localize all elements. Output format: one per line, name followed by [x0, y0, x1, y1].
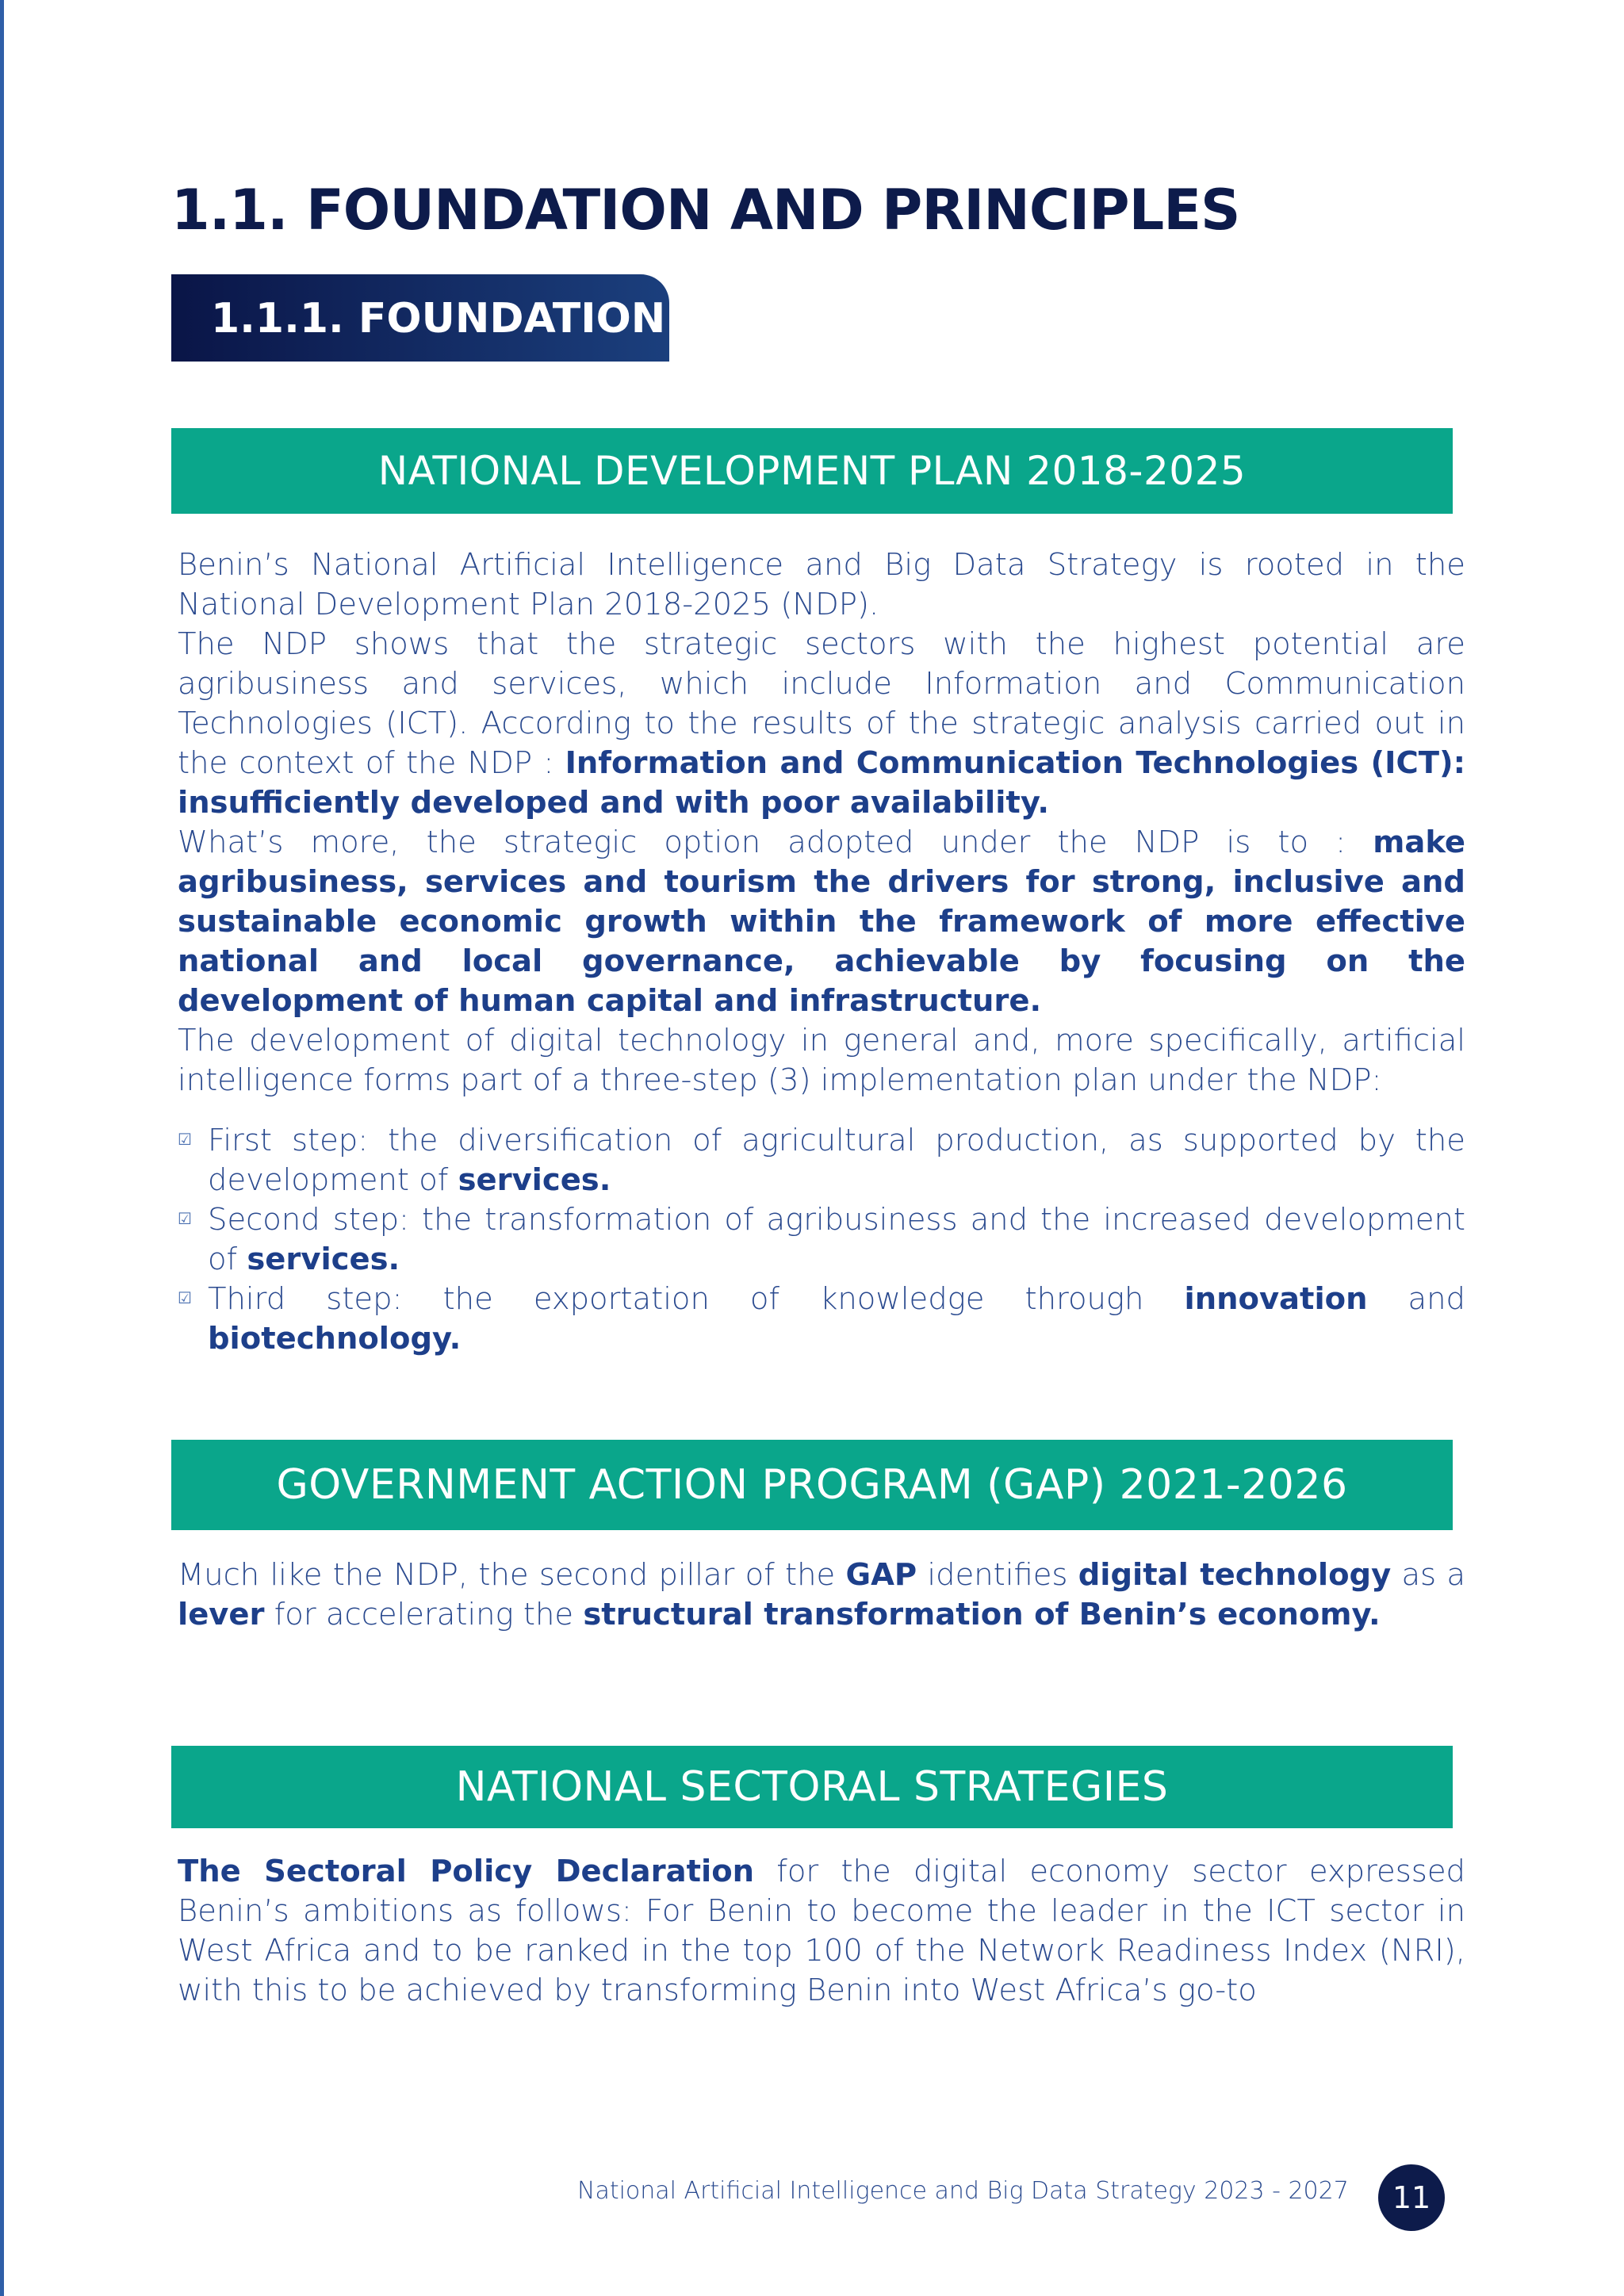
nss-body: [178, 1852, 1465, 2011]
step-text: Second step: the transformation of agribusiness and the increased development of: [208, 1202, 1465, 1277]
page-title: 1.1. FOUNDATION AND PRINCIPLES: [171, 178, 1240, 243]
gap-paragraph: [178, 1556, 1465, 1635]
step-text: First step: the diversification of agricultural production, as supported by the development of: [208, 1123, 1465, 1198]
gap-bold: lever: [178, 1597, 265, 1632]
footer-title: National Artificial Intelligence and Big Data Strategy 2023 - 2027: [577, 2177, 1349, 2205]
ndp-body: [178, 545, 1465, 1359]
gap-bold: structural transformation of Benin’s economy.: [583, 1597, 1381, 1632]
subsection-title: 1.1.1. FOUNDATION: [211, 295, 666, 342]
ndp-p2-bold: Information and Communication Technologies (ICT): insufficiently developed and with poor availability.: [178, 745, 1465, 821]
gap-text: Much like the NDP, the second pillar of the: [178, 1557, 846, 1593]
step-text: Third step: the exportation of knowledge through: [208, 1281, 1185, 1317]
gap-body: [178, 1556, 1465, 1635]
nss-text: for the digital economy sector expressed Benin’s ambitions as follows: For Benin to become the leader in the ICT sector in West Africa and to be ranked in the top 100 of the Network Readiness Index (NRI), with this to be achieved by transforming Benin into West Africa’s go-to: [178, 1854, 1465, 2008]
nss-bold: The Sectoral Policy Declaration: [178, 1854, 755, 1889]
gap-text: identifies: [917, 1557, 1078, 1593]
gap-bold: GAP: [845, 1557, 917, 1593]
step-bold: biotechnology.: [208, 1321, 462, 1357]
gap-bold: digital technology: [1078, 1557, 1392, 1593]
step-bold: services.: [458, 1162, 611, 1198]
subsection-tab: [171, 274, 669, 362]
section-band-ndp: [171, 428, 1453, 514]
section-title-gap: GOVERNMENT ACTION PROGRAM (GAP) 2021-2026: [276, 1461, 1348, 1509]
checkbox-icon: ☑: [178, 1130, 192, 1149]
gap-text: as a: [1391, 1557, 1465, 1593]
steps-list: [178, 1121, 1465, 1359]
section-band-nss: [171, 1746, 1453, 1828]
section-title-ndp: NATIONAL DEVELOPMENT PLAN 2018-2025: [377, 448, 1247, 494]
ndp-paragraph-2: [178, 625, 1465, 823]
step-bold: services.: [247, 1242, 400, 1277]
section-title-nss: NATIONAL SECTORAL STRATEGIES: [455, 1763, 1169, 1811]
checkbox-icon: ☑: [178, 1288, 192, 1307]
checkbox-icon: ☑: [178, 1209, 192, 1228]
step-text: and: [1367, 1281, 1465, 1317]
ndp-paragraph-3: [178, 823, 1465, 1021]
list-item: [178, 1280, 1465, 1359]
ndp-p3-text: What’s more, the strategic option adopted under the NDP is to :: [178, 825, 1373, 860]
list-item: [178, 1200, 1465, 1280]
page-edge-rule: [0, 0, 4, 2296]
ndp-p3-bold: make agribusiness, services and tourism the drivers for strong, inclusive and sustainable economic growth within the framework of more effective national and local governance, achievable by focusing on the development of human capital and infrastructure.: [178, 825, 1465, 1019]
nss-paragraph: [178, 1852, 1465, 2011]
page-number-badge: 11: [1378, 2164, 1445, 2231]
ndp-p2-text: The NDP shows that the strategic sectors with the highest potential are agribusiness and services, which include Information and Communication Technologies (ICT). According to the results of the strategic analysis carried out in the context of the NDP :: [178, 626, 1465, 781]
ndp-paragraph-1: Benin’s National Artificial Intelligence and Big Data Strategy is rooted in the National Development Plan 2018-2025 (NDP).: [178, 547, 1465, 622]
gap-text: for accelerating the: [264, 1597, 584, 1632]
ndp-paragraph-4: The development of digital technology in general and, more specifically, artificial intelligence forms part of a three-step (3) implementation plan under the NDP:: [178, 1023, 1465, 1098]
step-bold: innovation: [1184, 1281, 1368, 1317]
list-item: [178, 1121, 1465, 1200]
section-band-gap: [171, 1440, 1453, 1530]
